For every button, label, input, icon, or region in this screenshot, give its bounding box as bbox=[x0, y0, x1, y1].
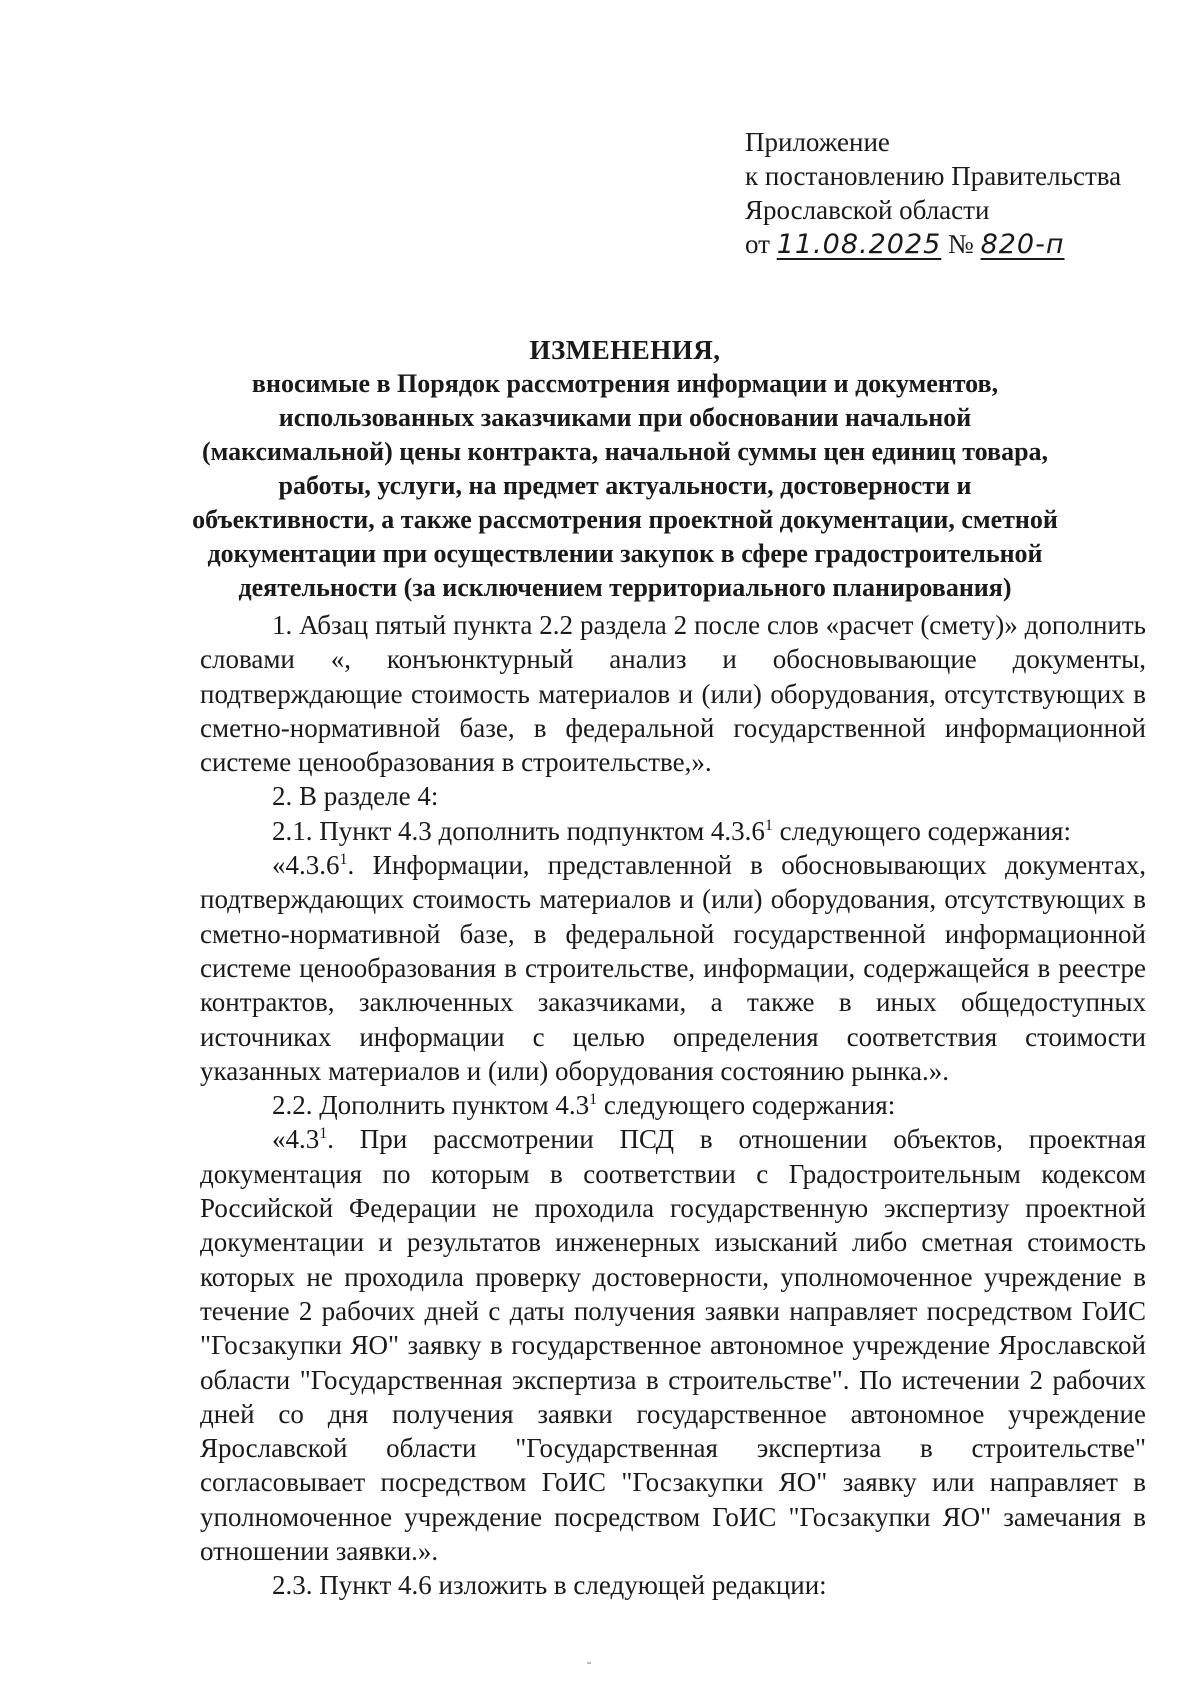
superscript: 1 bbox=[319, 1125, 328, 1143]
paragraph-4-3-6-1 bbox=[200, 848, 1146, 1088]
title-line: объективности, а также рассмотрения проектной документации, сметной bbox=[192, 505, 1058, 534]
paragraph-1: 1. Абзац пятый пункта 2.2 раздела 2 после слов «расчет (смету)» дополнить словами «, конъюнктурный анализ и обосновывающие документы, подтверждающие стоимость материалов и (или) оборудования, отсутствующих в сметно-нормативной базе, в федеральной государственной информационной системе ценообразования в строительстве,». bbox=[200, 610, 1146, 778]
appendix-header bbox=[745, 125, 1165, 262]
paragraph-2-1 bbox=[200, 814, 1146, 848]
text: 2.1. Пункт 4.3 дополнить подпунктом 4.3.6 bbox=[272, 815, 765, 846]
appendix-date-line bbox=[745, 227, 1165, 262]
title-line: работы, услуги, на предмет актуальности, достоверности и bbox=[278, 471, 972, 500]
handwritten-number: 820-п bbox=[980, 229, 1065, 260]
appendix-resolution: к постановлению Правительства bbox=[745, 161, 1122, 191]
title-line: (максимальной) цены контракта, начальной суммы цен единиц товара, bbox=[201, 437, 1049, 466]
number-sign: № bbox=[948, 229, 974, 259]
superscript: 1 bbox=[339, 851, 348, 869]
text: следующего содержания: bbox=[772, 815, 1071, 846]
paragraph-4-3-1 bbox=[200, 1122, 1146, 1568]
title-line: вносимые в Порядок рассмотрения информации и документов, bbox=[251, 369, 999, 398]
paragraph-2-2 bbox=[200, 1088, 1146, 1122]
appendix-region: Ярославской области bbox=[745, 195, 990, 225]
date-prefix: от bbox=[745, 229, 770, 259]
document-body bbox=[200, 608, 1146, 1603]
superscript: 1 bbox=[764, 816, 773, 834]
text: . При рассмотрении ПСД в отношении объектов, проектная документация по которым в соответствии с Градостроительным кодексом Российской Федерации не проходила государственную экспертизу проектной документации и результатов инженерных изысканий либо сметная стоимость которых не проходила проверку достоверности, уполномоченное учреждение в течение 2 рабочих дней с даты получения заявки направляет посредством ГоИС "Госзакупки ЯО" заявку в государственное автономное учреждение Ярославской области "Государственная экспертиза в строительстве". По истечении 2 рабочих дней со дня получения заявки государственное автономное учреждение Ярославской области "Государственная экспертиза в строительстве" согласовывает посредством ГоИС "Госзакупки ЯО" заявку или направляет в уполномоченное учреждение посредством ГоИС "Госзакупки ЯО" замечания в отношении заявки.». bbox=[200, 1124, 1146, 1567]
text: 2.2. Дополнить пунктом 4.3 bbox=[272, 1090, 590, 1121]
title-main: ИЗМЕНЕНИЯ, bbox=[529, 335, 721, 365]
paragraph-2: 2. В разделе 4: bbox=[272, 781, 439, 812]
title-line: деятельности (за исключением территориального планирования) bbox=[238, 573, 1012, 602]
superscript: 1 bbox=[589, 1091, 598, 1109]
scan-artifact bbox=[587, 1662, 591, 1664]
text: . Информации, представленной в обосновывающих документах, подтверждающих стоимость материалов и (или) оборудования, отсутствующих в сметно-нормативной базе, в федеральной государственной информационной системе ценообразования в строительстве, информации, содержащейся в реестре контрактов, заключенных заказчиками, а также в иных общедоступных источниках информации с целью определения соответствия стоимости указанных материалов и (или) оборудования состоянию рынка.». bbox=[200, 850, 1146, 1086]
handwritten-date: 11.08.2025 bbox=[776, 229, 942, 260]
text: «4.3.6 bbox=[272, 850, 340, 881]
text: «4.3 bbox=[272, 1124, 320, 1155]
text: следующего содержания: bbox=[597, 1090, 896, 1121]
appendix-title: Приложение bbox=[745, 127, 890, 157]
title-line: документации при осуществлении закупок в сфере градостроительной bbox=[207, 539, 1043, 568]
document-title bbox=[185, 333, 1065, 605]
title-line: использованных заказчиками при обосновании начальной bbox=[278, 403, 972, 432]
paragraph-2-3: 2.3. Пункт 4.6 изложить в следующей редакции: bbox=[272, 1570, 827, 1601]
